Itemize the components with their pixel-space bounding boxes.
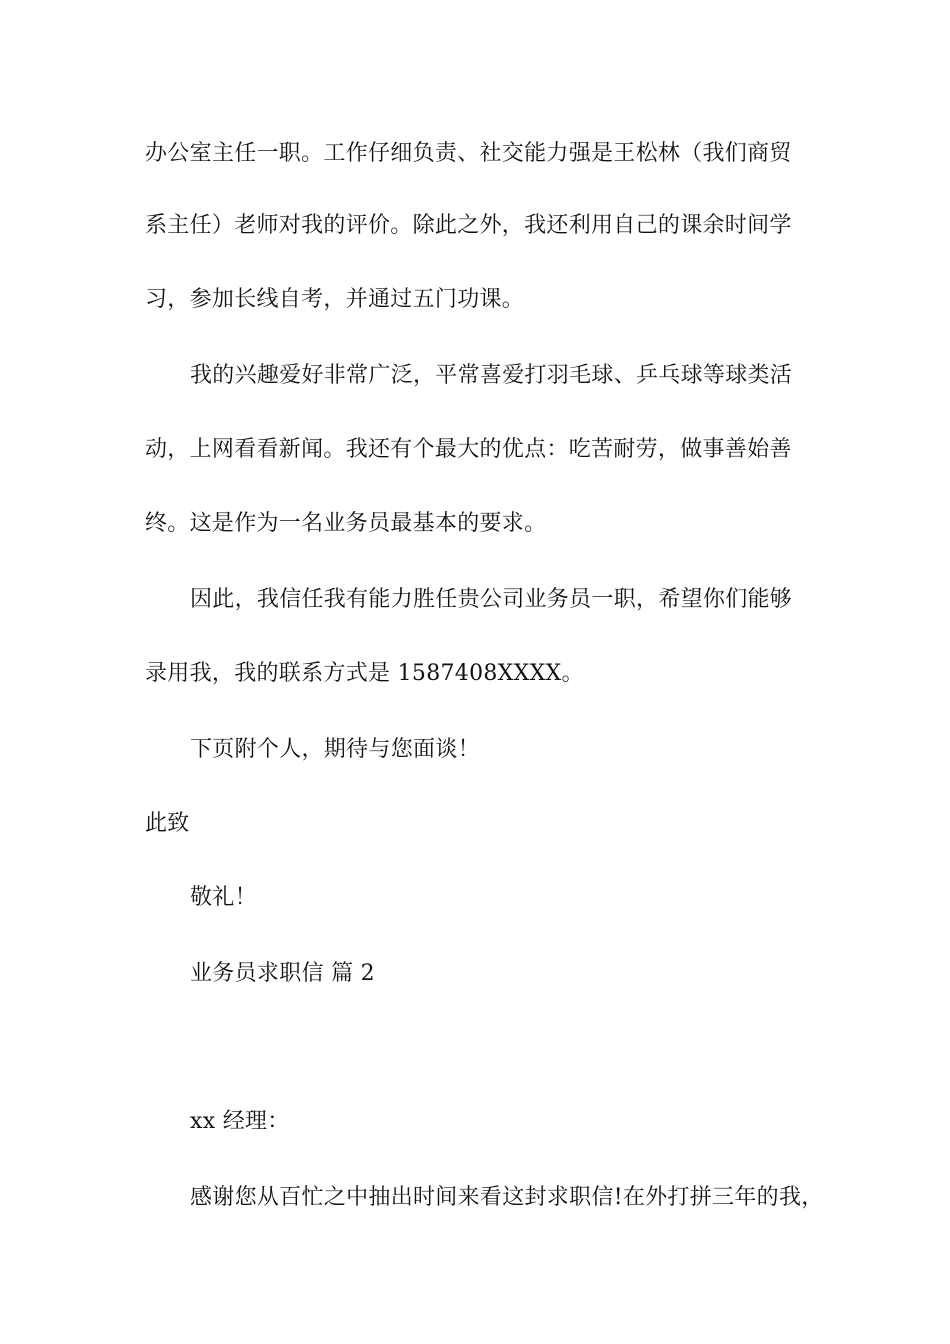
paragraph-line: 习，参加长线自考，并通过五门功课。 [145, 287, 525, 312]
greeting-line: xx 经理： [190, 1109, 290, 1134]
section-heading: 业务员求职信 篇 2 [190, 961, 375, 986]
paragraph-line: 录用我，我的联系方式是 1587408XXXX。 [145, 661, 584, 686]
paragraph-line: 系主任）老师对我的评价。除此之外，我还利用自己的课余时间学 [145, 213, 792, 238]
paragraph-line: 办公室主任一职。工作仔细负责、社交能力强是王松林（我们商贸 [145, 141, 792, 166]
paragraph-line: 终。这是作为一名业务员最基本的要求。 [145, 511, 547, 536]
paragraph-line: 因此，我信任我有能力胜任贵公司业务员一职，希望你们能够 [190, 587, 793, 612]
salutation-closing: 此致 [145, 811, 190, 836]
paragraph-line: 我的兴趣爱好非常广泛，平常喜爱打羽毛球、乒乓球等球类活 [190, 363, 793, 388]
regards-line: 敬礼！ [190, 885, 257, 910]
paragraph-line: 下页附个人，期待与您面谈！ [190, 737, 480, 762]
paragraph-line: 动，上网看看新闻。我还有个最大的优点：吃苦耐劳，做事善始善 [145, 437, 792, 462]
paragraph-line: 感谢您从百忙之中抽出时间来看这封求职信!在外打拼三年的我， [190, 1185, 824, 1210]
